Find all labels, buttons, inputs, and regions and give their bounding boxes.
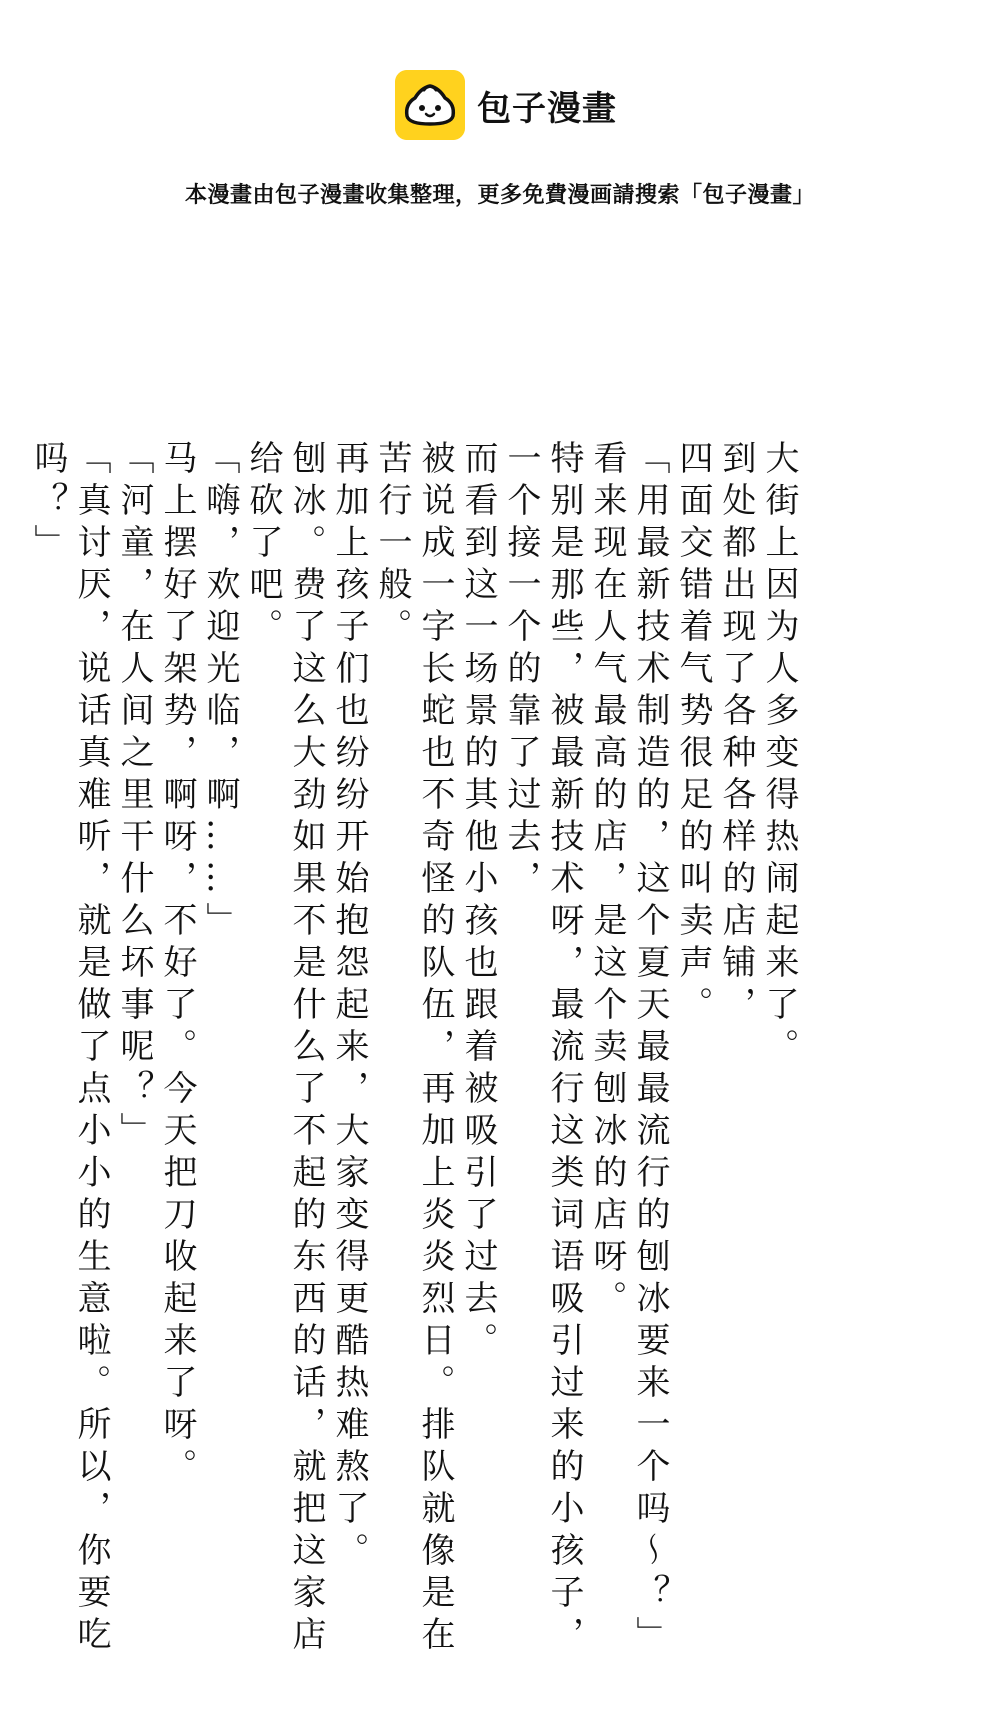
story-line: 被说成一字长蛇也不奇怪的队伍，再加上炎炎烈日。排队就像是在苦行一般。 (372, 440, 455, 1658)
story-line: 「嗨，欢迎光临，啊……」 (200, 440, 240, 944)
story-line: 而看到这一场景的其他小孩也跟着被吸引了过去。 (458, 440, 498, 1364)
story-line: 「河童，在人间之里干什么坏事呢？」 (114, 440, 154, 1154)
story-line: 马上摆好了架势，啊呀，不好了。今天把刀收起来了呀。 (157, 440, 197, 1490)
story-text (28, 440, 800, 1670)
story-line: 看来现在人气最高的店，是这个卖刨冰的店呀。 (587, 440, 627, 1322)
story-line: 「用最新技术制造的，这个夏天最最流行的刨冰要来一个吗～？」 (630, 440, 670, 1658)
story-line: 「真讨厌，说话真难听，就是做了点小小的生意啦。所以，你要吃吗？」 (28, 440, 111, 1658)
brand-header (395, 70, 617, 140)
story-line: 特别是那些，被最新技术呀，最流行这类词语吸引过来的小孩子，一个接一个的靠了过去， (501, 440, 584, 1658)
story-line: 到处都出现了各种各样的店铺， (716, 440, 756, 1028)
baozi-bun-icon (395, 70, 465, 140)
story-line: 大街上因为人多变得热闹起来了。 (759, 440, 799, 1070)
source-notice: 本漫畫由包子漫畫收集整理，更多免費漫画請搜索「包子漫畫」 (184, 183, 815, 208)
story-line: 四面交错着气势很足的叫卖声。 (673, 440, 713, 1028)
brand-name: 包子漫畫 (477, 88, 617, 129)
story-line: 再加上孩子们也纷纷开始抱怨起来，大家变得更酷热难熬了。 (329, 440, 369, 1574)
story-line: 刨冰。费了这么大劲如果不是什么了不起的东西的话，就把这家店给砍了吧。 (243, 440, 326, 1658)
